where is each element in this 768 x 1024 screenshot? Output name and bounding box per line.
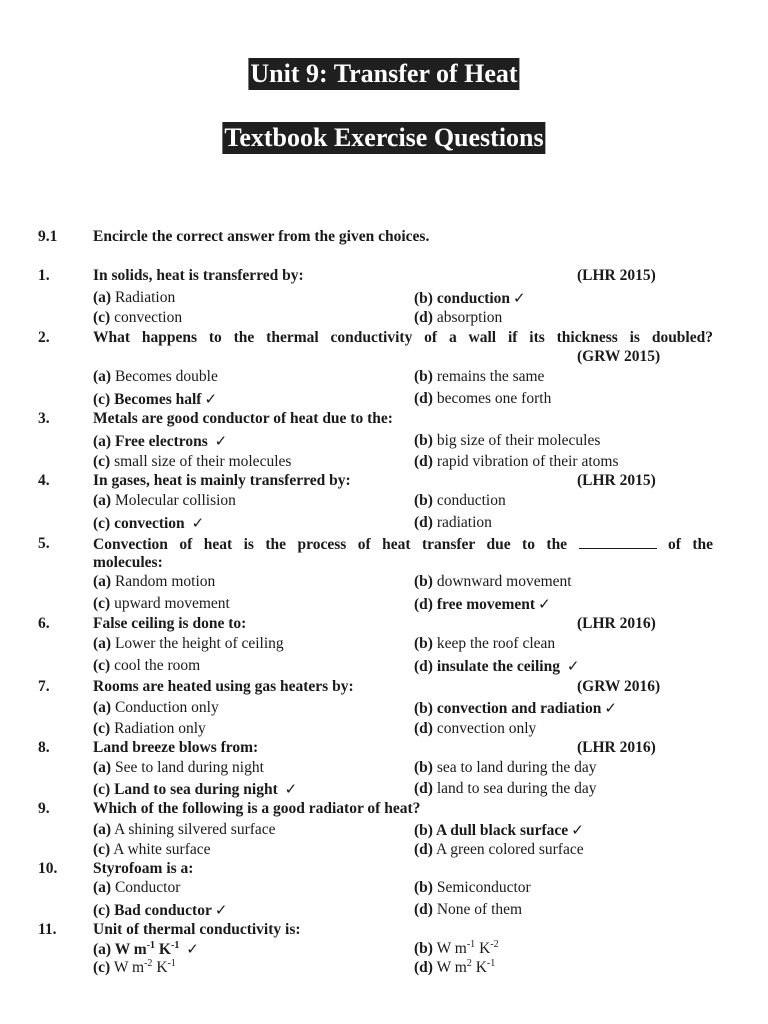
question-reference-row xyxy=(0,347,768,367)
options-row xyxy=(0,308,768,328)
question-text: In gases, heat is mainly transferred by: xyxy=(93,472,351,489)
option-d-correct: (d) free movement ✓ xyxy=(414,595,551,613)
option-c-correct: (c) Land to sea during night ✓ xyxy=(93,780,298,798)
question-reference: (LHR 2015) xyxy=(577,267,656,284)
option-b: (b) remains the same xyxy=(414,368,545,385)
question-11 xyxy=(0,920,768,940)
question-number: 5. xyxy=(38,535,50,552)
options-row xyxy=(0,431,768,451)
question-reference: (LHR 2016) xyxy=(577,739,656,756)
option-a: (a) Random motion xyxy=(93,573,216,590)
check-icon: ✓ xyxy=(538,595,551,613)
options-row xyxy=(0,389,768,409)
option-c: (c) upward movement xyxy=(93,595,230,612)
question-10 xyxy=(0,859,768,879)
option-b-correct: (b) conduction ✓ xyxy=(414,289,526,307)
option-a: (a) Becomes double xyxy=(93,368,218,385)
options-row xyxy=(0,719,768,739)
option-d: (d) W $m^2$ $K^{-1}$ xyxy=(414,958,496,976)
question-text: Metals are good conductor of heat due to the: xyxy=(93,410,393,427)
question-number: 2. xyxy=(38,329,50,346)
question-6 xyxy=(0,614,768,634)
check-icon: ✓ xyxy=(204,390,218,408)
option-c-correct: (c) Becomes half ✓ xyxy=(93,390,218,408)
check-icon: ✓ xyxy=(191,514,205,532)
options-row xyxy=(0,698,768,718)
option-a: (a) Lower the height of ceiling xyxy=(93,635,284,652)
option-c: (c) W $m^{-2}$ $K^{-1}$ xyxy=(93,958,176,976)
option-a-correct: (a) Free electrons ✓ xyxy=(93,432,228,450)
option-d: (d) rapid vibration of their atoms xyxy=(414,453,619,470)
question-1 xyxy=(0,266,768,286)
option-b-correct: (b) convection and radiation ✓ xyxy=(414,699,617,717)
option-d: (d) absorption xyxy=(414,309,503,326)
option-a: (a) A shining silvered surface xyxy=(93,821,276,838)
option-d: (d) convection only xyxy=(414,720,537,737)
section-number: 9.1 xyxy=(38,228,58,245)
question-text: Convection of heat is the process of heat transfer due to the of the xyxy=(93,536,714,553)
option-c: (c) A white surface xyxy=(93,841,211,858)
section-header xyxy=(0,227,768,247)
question-number: 4. xyxy=(38,472,50,489)
options-row xyxy=(0,900,768,920)
question-number: 7. xyxy=(38,678,50,695)
question-4 xyxy=(0,471,768,491)
question-text: Which of the following is a good radiator of heat? xyxy=(93,800,421,817)
option-a-correct: (a) W $m^{-1}$ $K^{-1}$ ✓ xyxy=(93,940,199,958)
check-icon: ✓ xyxy=(214,432,228,450)
option-b: (b) sea to land during the day xyxy=(414,759,597,776)
question-reference: (LHR 2015) xyxy=(577,472,656,489)
exercise-title: Textbook Exercise Questions xyxy=(224,123,544,152)
check-icon: ✓ xyxy=(214,901,228,919)
option-d: (d) None of them xyxy=(414,901,523,918)
options-row xyxy=(0,367,768,387)
option-c: (c) Radiation only xyxy=(93,720,206,737)
question-9 xyxy=(0,799,768,819)
question-number: 3. xyxy=(38,410,50,427)
question-text-line2: molecules: xyxy=(93,554,163,571)
question-number: 9. xyxy=(38,800,50,817)
question-number: 8. xyxy=(38,739,50,756)
options-row xyxy=(0,656,768,676)
options-row xyxy=(0,634,768,654)
options-row xyxy=(0,513,768,533)
check-icon: ✓ xyxy=(566,657,580,675)
option-b: (b) big size of their molecules xyxy=(414,432,601,449)
option-d-correct: (d) insulate the ceiling ✓ xyxy=(414,657,580,675)
option-d: (d) becomes one forth xyxy=(414,390,552,407)
question-text: In solids, heat is transferred by: xyxy=(93,267,304,284)
question-number: 10. xyxy=(38,860,58,877)
options-row xyxy=(0,820,768,840)
options-row xyxy=(0,878,768,898)
options-row xyxy=(0,758,768,778)
options-row xyxy=(0,288,768,308)
check-icon: ✓ xyxy=(513,289,526,307)
option-d: (d) A green colored surface xyxy=(414,841,584,858)
option-b-correct: (b) A dull black surface ✓ xyxy=(414,821,584,839)
options-row xyxy=(0,452,768,472)
option-c-correct: (c) convection ✓ xyxy=(93,514,205,532)
option-c: (c) cool the room xyxy=(93,657,201,674)
unit-title: Unit 9: Transfer of Heat xyxy=(250,59,518,88)
check-icon: ✓ xyxy=(186,940,199,958)
check-icon: ✓ xyxy=(571,821,584,839)
question-5 xyxy=(0,534,768,554)
question-2 xyxy=(0,328,768,348)
question-number: 11. xyxy=(38,921,57,938)
question-reference: (GRW 2016) xyxy=(577,678,661,695)
question-3 xyxy=(0,409,768,429)
option-a: (a) Radiation xyxy=(93,289,176,306)
option-c: (c) small size of their molecules xyxy=(93,453,292,470)
options-row xyxy=(0,779,768,799)
question-text: Unit of thermal conductivity is: xyxy=(93,921,301,938)
check-icon: ✓ xyxy=(284,780,298,798)
fill-in-blank xyxy=(579,534,657,549)
question-reference: (GRW 2015) xyxy=(577,348,661,365)
section-instruction: Encircle the correct answer from the given choices. xyxy=(93,228,430,245)
option-a: (a) Conductor xyxy=(93,879,181,896)
question-text: Land breeze blows from: xyxy=(93,739,259,756)
option-d: (d) land to sea during the day xyxy=(414,780,597,797)
option-a: (a) Conduction only xyxy=(93,699,219,716)
question-reference: (LHR 2016) xyxy=(577,615,656,632)
option-b: (b) conduction xyxy=(414,492,506,509)
question-text: Styrofoam is a: xyxy=(93,860,194,877)
question-text-continued xyxy=(0,553,768,573)
options-row xyxy=(0,939,768,959)
question-text: False ceiling is done to: xyxy=(93,615,247,632)
question-number: 6. xyxy=(38,615,50,632)
options-row xyxy=(0,594,768,614)
check-icon: ✓ xyxy=(604,699,617,717)
option-a: (a) Molecular collision xyxy=(93,492,236,509)
options-row xyxy=(0,572,768,592)
option-c: (c) convection xyxy=(93,309,183,326)
question-text: What happens to the thermal conductivity of a wall if its thickness is doubled? xyxy=(93,329,713,346)
options-row xyxy=(0,491,768,511)
option-d: (d) radiation xyxy=(414,514,492,531)
question-text: Rooms are heated using gas heaters by: xyxy=(93,678,354,695)
option-b: (b) W $m^{-1}$ $K^{-2}$ xyxy=(414,939,499,957)
question-7 xyxy=(0,677,768,697)
option-b: (b) keep the roof clean xyxy=(414,635,556,652)
options-row xyxy=(0,958,768,978)
question-8 xyxy=(0,738,768,758)
option-b: (b) downward movement xyxy=(414,573,572,590)
option-c-correct: (c) Bad conductor ✓ xyxy=(93,901,228,919)
option-b: (b) Semiconductor xyxy=(414,879,531,896)
question-number: 1. xyxy=(38,267,50,284)
option-a: (a) See to land during night xyxy=(93,759,264,776)
options-row xyxy=(0,840,768,860)
